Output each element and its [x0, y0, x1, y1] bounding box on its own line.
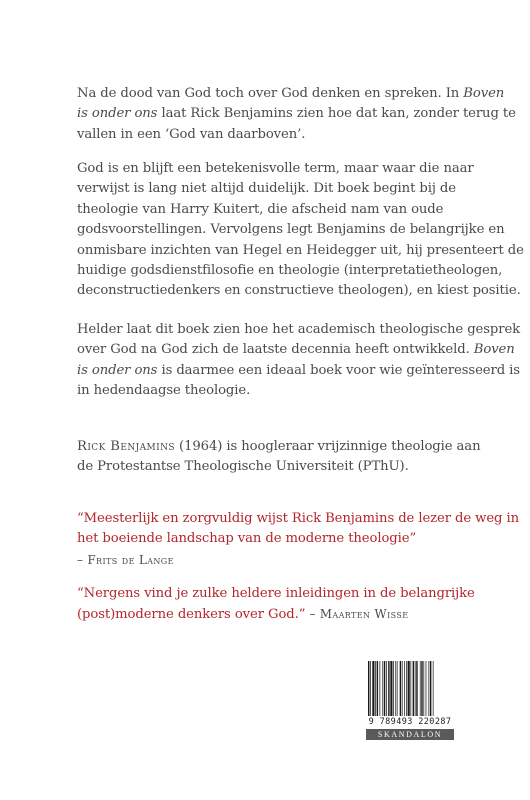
barcode-bar [416, 661, 417, 716]
blurb-paragraph-3 [77, 320, 521, 402]
barcode-bar [420, 661, 421, 716]
book-title-italic: is onder ons [77, 106, 158, 122]
barcode-bar [413, 661, 414, 716]
barcode-bar [433, 661, 434, 716]
barcode-bar [372, 661, 374, 716]
barcode-bar [428, 661, 429, 716]
blurb-text: deconstructiedenkers en constructieve theologen), en kiest positie. [77, 283, 521, 299]
barcode-bar [368, 661, 369, 716]
quote-text: “Meesterlijk en zorgvuldig wijst Rick Benjamins de lezer de weg in [77, 511, 519, 526]
barcode-bar [423, 661, 424, 716]
barcode-bar [408, 661, 410, 716]
barcode-bar [406, 661, 407, 716]
author-bio [77, 437, 481, 478]
book-title-italic: is onder ons [77, 362, 158, 378]
barcode-bar [421, 661, 422, 716]
blurb-text: Na de dood van God toch over God denken en spreken. In [77, 86, 460, 101]
book-title-italic: Boven [463, 86, 505, 101]
barcode-bar [395, 661, 396, 716]
barcode-bar [393, 661, 394, 716]
barcode-bar [377, 661, 378, 716]
blurb-text: God is en blijft een betekenisvolle term, maar waar die naar [77, 161, 474, 176]
quote-attribution: – Frits de Lange [77, 552, 174, 567]
isbn-number: 9 789493 220287 [368, 717, 452, 727]
quote-text: het boeiende landschap van de moderne theologie” [77, 531, 417, 547]
quote-text: “Nergens vind je zulke heldere inleidingen in de belangrijke [77, 586, 475, 601]
blurb-text: huidige godsdienstfilosofie en theologie (interpretatietheologen, [77, 263, 503, 279]
publisher-logo: SKANDALON [366, 729, 454, 740]
blurb-text: Helder laat dit boek zien hoe het academisch theologische gesprek [77, 322, 521, 337]
barcode-bar [382, 661, 383, 716]
author-bio-text: de Protestantse Theologische Universiteit (PThU). [77, 459, 409, 475]
barcode-bar [370, 661, 371, 716]
review-quote-1 [77, 509, 519, 570]
quote-text: (post)moderne denkers over God.” [77, 607, 306, 623]
blurb-text: theologie van Harry Kuitert, die afscheid nam van oude [77, 201, 444, 217]
blurb-text: laat Rick Benjamins zien hoe dat kan, zonder terug te [161, 106, 516, 122]
blurb-text: in hedendaagse theologie. [77, 383, 251, 399]
barcode-bar [375, 661, 376, 716]
barcode-bar [397, 661, 398, 716]
blurb-text: vallen in een ‘God van daarboven’. [77, 126, 306, 142]
barcode-bar [384, 661, 385, 716]
barcode-bar [380, 661, 381, 716]
barcode-bar [426, 661, 427, 716]
barcode-bar [430, 661, 431, 716]
blurb-text: godsvoorstellingen. Vervolgens legt Benjamins de belangrijke en [77, 222, 505, 238]
barcode-bar [386, 661, 387, 716]
author-name: Rick Benjamins [77, 439, 175, 454]
barcode-bar [415, 661, 416, 716]
barcode-bar [388, 661, 389, 716]
blurb-text: over God na God zich de laatste decennia heeft ontwikkeld. [77, 342, 470, 358]
barcode-bar [410, 661, 411, 716]
barcode-bar [404, 661, 405, 716]
book-title-italic: Boven [473, 342, 515, 358]
barcode-bar [400, 661, 401, 716]
quote-attribution: – Maarten Wisse [309, 607, 409, 622]
review-quote-2 [77, 584, 475, 626]
barcode-bar [390, 661, 392, 716]
author-bio-text: (1964) is hoogleraar vrijzinnige theologie aan [179, 439, 481, 454]
barcode-bar [402, 661, 403, 716]
blurb-text: onmisbare inzichten van Hegel en Heidegger uit, hij presenteert de [77, 242, 524, 258]
barcode-bars [366, 660, 454, 718]
blurb-text: is daarmee een ideaal boek voor wie geïnteresseerd is [161, 362, 520, 378]
blurb-paragraph-1 [77, 84, 516, 145]
blurb-paragraph-2 [77, 159, 524, 302]
blurb-text: verwijst is lang niet altijd duidelijk. Dit boek begint bij de [77, 181, 456, 197]
barcode [366, 660, 454, 739]
